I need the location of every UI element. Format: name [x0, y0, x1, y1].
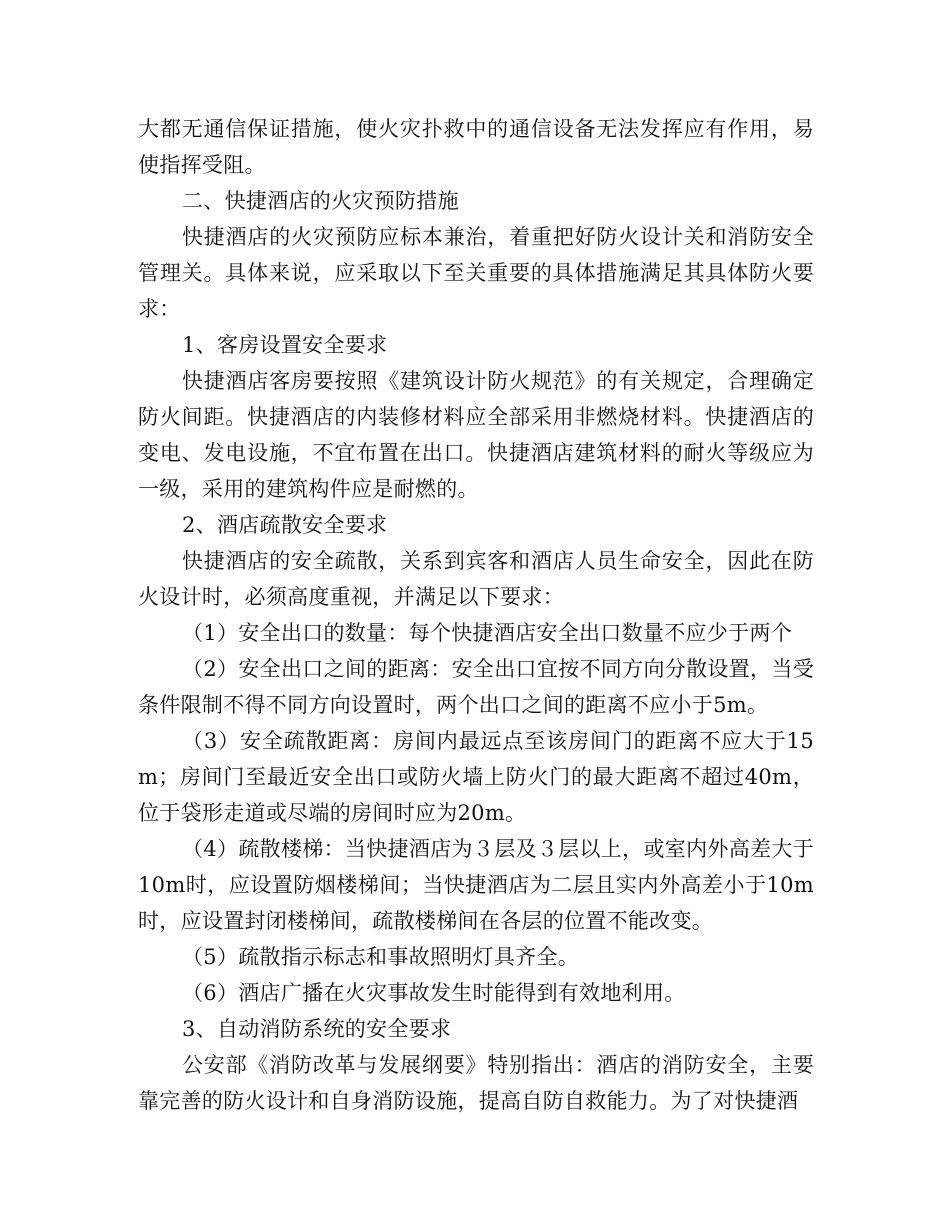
paragraph-guest-room: 快捷酒店客房要按照《建筑设计防火规范》的有关规定，合理确定防火间距。快捷酒店的内装修材料应全部采用非燃烧材料。快捷酒店的变电、发电设施，不宜布置在出口。快捷酒店建筑材料的耐火等级应为一级，采用的建筑构件应是耐燃的。: [138, 369, 814, 501]
paragraph-evacuation-intro: 快捷酒店的安全疏散，关系到宾客和酒店人员生命安全，因此在防火设计时，必须高度重视，并满足以下要求：: [138, 549, 814, 609]
paragraph-prevention-intro: 快捷酒店的火灾预防应标本兼治，着重把好防火设计关和消防安全管理关。具体来说，应采取以下至关重要的具体措施满足其具体防火要求：: [138, 225, 814, 321]
list-item-exit-count: （1）安全出口的数量：每个快捷酒店安全出口数量不应少于两个: [182, 621, 793, 645]
subheading-evacuation: 2、酒店疏散安全要求: [182, 513, 388, 537]
list-item-broadcast: （6）酒店广播在火灾事故发生时能得到有效地利用。: [182, 981, 686, 1005]
document-body: [138, 111, 814, 1119]
list-item-exit-distance: （2）安全出口之间的距离：安全出口宜按不同方向分散设置，当受条件限制不得不同方向设置时，两个出口之间的距离不应小于5m。: [138, 657, 814, 717]
subheading-guest-room: 1、客房设置安全要求: [182, 333, 388, 357]
list-item-stairs: （4）疏散楼梯：当快捷酒店为３层及３层以上，或室内外高差大于10m时，应设置防烟楼梯间；当快捷酒店为二层且实内外高差小于10m时，应设置封闭楼梯间，疏散楼梯间在各层的位置不能改变。: [138, 837, 814, 933]
paragraph-fire-system: 公安部《消防改革与发展纲要》特别指出：酒店的消防安全，主要靠完善的防火设计和自身消防设施，提高自防自救能力。为了对快捷酒: [138, 1053, 814, 1113]
list-item-signs-lighting: （5）疏散指示标志和事故照明灯具齐全。: [182, 945, 580, 969]
paragraph-continuation: 大都无通信保证措施，使火灾扑救中的通信设备无法发挥应有作用，易使指挥受阻。: [138, 117, 814, 177]
section-heading-fire-prevention: 二、快捷酒店的火灾预防措施: [182, 189, 459, 213]
list-item-evacuation-distance: （3）安全疏散距离：房间内最远点至该房间门的距离不应大于15m；房间门至最近安全出口或防火墙上防火门的最大距离不超过40m，位于袋形走道或尽端的房间时应为20m。: [138, 729, 814, 825]
subheading-fire-system: 3、自动消防系统的安全要求: [182, 1017, 452, 1041]
